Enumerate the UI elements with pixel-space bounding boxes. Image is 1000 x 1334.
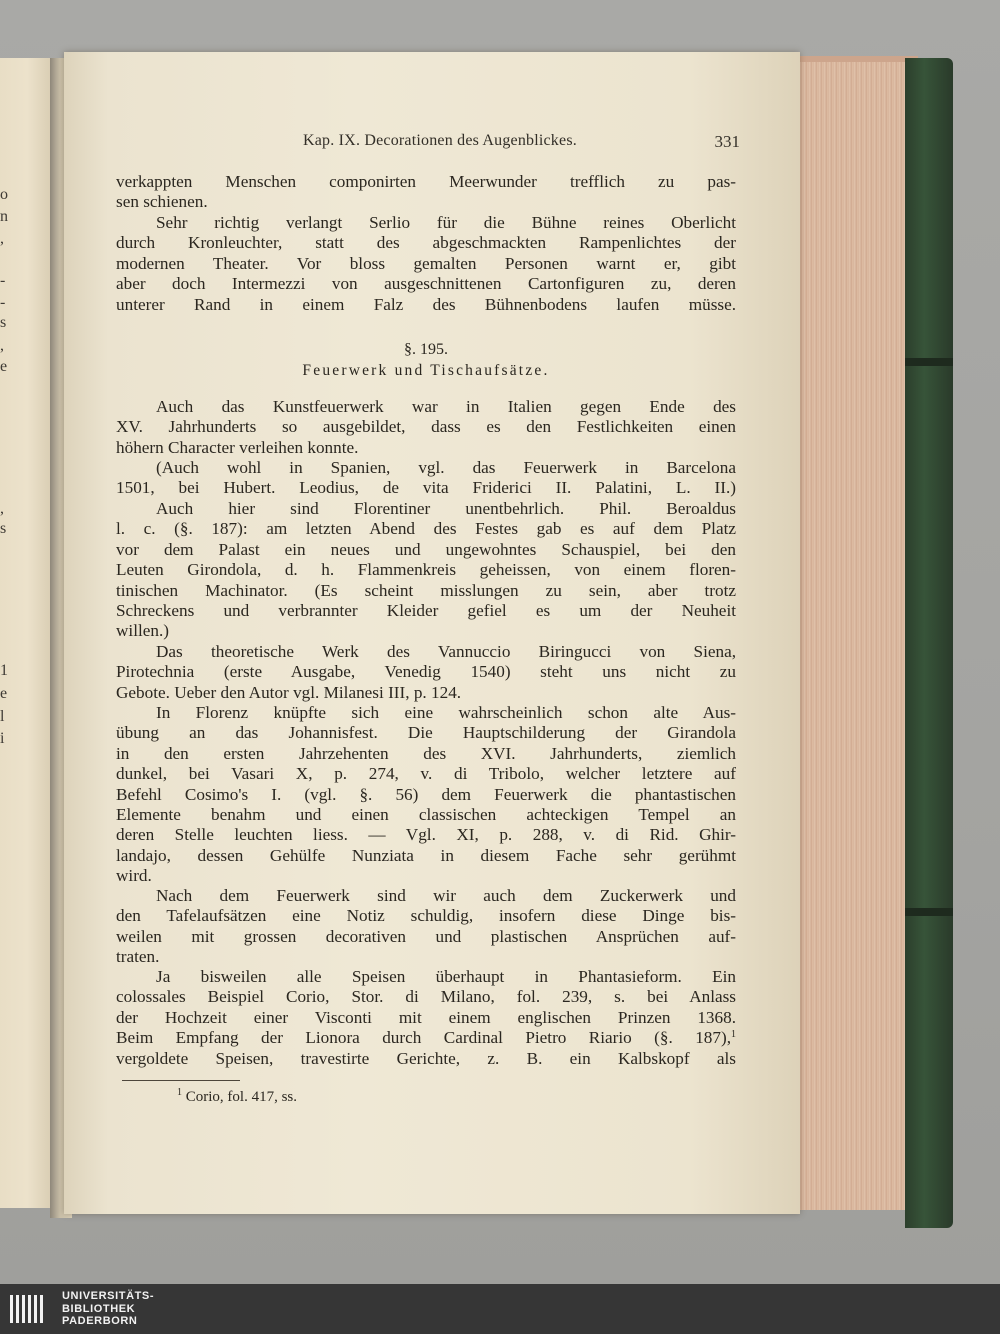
footnote-rule [122,1080,240,1081]
library-logo-icon [8,1291,48,1327]
page-number: 331 [714,132,740,151]
section-title: Feuerwerk und Tischaufsätze. [302,362,550,379]
page-edges [798,62,911,1210]
text-line: weilen mit grossen decorativen und plastischen Ansprüchen auf- [116,926,736,946]
paragraph-speisen [116,967,736,1069]
left-page-text-fragment: , [0,337,4,354]
left-page-text-fragment: - [0,272,6,289]
text-line: aber doch Intermezzi von ausgeschnittenen Cartonfiguren zu, deren [116,274,736,294]
paragraph-zuckerwerk [116,886,736,968]
text-line: Auch hier sind Florentiner unentbehrlich. Phil. Beroaldus [156,499,736,518]
left-page-text-fragment: n [0,208,8,225]
text-line: modernen Theater. Vor bloss gemalten Personen warnt er, gibt [116,253,736,273]
text-line: Schreckens und verbrannter Kleider gefiel es um der Neuheit [116,601,736,621]
paragraph-kunstfeuerwerk [116,397,736,458]
text-line: In Florenz knüpfte sich eine wahrscheinlich schon alte Aus- [156,703,736,722]
text-line: traten. [116,947,160,967]
left-page-text-fragment: , [0,230,4,247]
left-page-text-fragment: 1 [0,662,8,679]
left-page-text-fragment: , [0,500,4,517]
text-line: Das theoretische Werk des Vannuccio Biringucci von Siena, [156,642,736,661]
text-line: landajo, dessen Gehülfe Nunziata in diesem Fache sehr gerühmt [116,845,736,865]
text-line: verkappten Menschen componirten Meerwunder trefflich zu pas- [116,172,736,191]
text-line: Pirotechnia (erste Ausgabe, Venedig 1540) steht uns nicht zu [116,662,736,682]
text-line: vergoldete Speisen, travestirte Gerichte, z. B. ein Kalbskopf als [116,1048,736,1068]
text-line: Nach dem Feuerwerk sind wir auch dem Zuckerwerk und [156,886,736,905]
text-line: colossales Beispiel Corio, Stor. di Milano, fol. 239, s. bei Anlass [116,987,736,1007]
text-line: l. c. (§. 187): am letzten Abend des Festes gab es auf dem Platz [116,519,736,539]
logo-line: PADERBORN [62,1315,138,1327]
paragraph-spanien [116,458,736,499]
text-line: höhern Character verleihen konnte. [116,437,359,457]
text-line: willen.) [116,621,169,641]
left-page-text-fragment: i [0,730,5,747]
text-line: Auch das Kunstfeuerwerk war in Italien gegen Ende des [156,397,736,416]
paragraph-continuation [116,172,736,213]
paragraph-florentiner [116,499,736,642]
paragraph-serlio [116,213,736,315]
text-line: 1501, bei Hubert. Leodius, de vita Friderici II. Palatini, L. II.) [116,478,736,498]
library-logo-bar [0,1284,1000,1334]
cover-band [905,908,953,916]
text-line: tinischen Machinator. (Es scheint misslungen zu sein, aber trotz [116,580,736,600]
text-line: Sehr richtig verlangt Serlio für die Bühne reines Oberlicht [156,213,736,232]
text-line: Elemente benahm und einen classischen achteckigen Tempel an [116,805,736,825]
text-line: Gebote. Ueber den Autor vgl. Milanesi III, p. 124. [116,682,462,702]
library-logo-text [62,1290,154,1328]
text-line [116,1028,736,1048]
text-line: XV. Jahrhunderts so ausgebildet, dass es den Festlichkeiten einen [116,417,736,437]
text-line: (Auch wohl in Spanien, vgl. das Feuerwerk in Barcelona [156,458,736,477]
running-header [128,132,740,156]
footnote-marker: 1 [177,1087,182,1098]
left-page-text-fragment: e [0,685,8,702]
footnote-text: Corio, fol. 417, ss. [185,1089,298,1105]
footnote [177,1089,297,1106]
text-line: deren Stelle leuchten liess. — Vgl. XI, p. 288, v. di Rid. Ghir- [116,825,736,845]
text-line: der Hochzeit einer Visconti mit einem englischen Prinzen 1368. [116,1007,736,1027]
paragraph-florenz [116,703,736,887]
book-cover [905,58,953,1228]
left-page-text-fragment: - [0,294,6,311]
paragraph-biringucci [116,642,736,703]
footnote-reference: 1 [731,1029,736,1041]
text-line: vor dem Palast ein neues und ungewohntes Schauspiel, bei den [116,539,736,559]
text-line: Befehl Cosimo's I. (vgl. §. 56) dem Feuerwerk die phantastischen [116,784,736,804]
left-page-text-fragment: l [0,708,5,725]
text-line: übung an das Johannisfest. Die Hauptschilderung der Girandola [116,723,736,743]
text-line-content: Beim Empfang der Lionora durch Cardinal Pietro Riario (§. 187), [116,1028,731,1048]
cover-band [905,358,953,366]
section-number: §. 195. [404,341,448,358]
text-line: sen schienen. [116,192,208,212]
text-line: durch Kronleuchter, statt des abgeschmackten Rampenlichtes der [116,233,736,253]
text-line: den Tafelaufsätzen eine Notiz schuldig, insofern diese Dinge bis- [116,906,736,926]
text-line: unterer Rand in einem Falz des Bühnenbodens laufen müsse. [116,294,736,314]
left-page-text-fragment: s [0,520,7,537]
left-page-text-fragment: o [0,186,8,203]
text-line: Ja bisweilen alle Speisen überhaupt in Phantasieform. Ein [156,967,736,986]
logo-line: BIBLIOTHEK [62,1302,136,1315]
text-line: in den ersten Jahrzehenten des XVI. Jahrhunderts, ziemlich [116,743,736,763]
running-title: Kap. IX. Decorationen des Augenblickes. [303,132,577,149]
text-line: dunkel, bei Vasari X, p. 274, v. di Tribolo, welcher letztere auf [116,764,736,784]
left-page-fragment [0,58,54,1208]
text-line: Leuten Girondola, d. h. Flammenkreis geheissen, von einem floren- [116,560,736,580]
text-line: wird. [116,866,152,886]
logo-line: UNIVERSITÄTS- [62,1290,155,1302]
left-page-text-fragment: e [0,358,8,375]
left-page-text-fragment: s [0,314,7,331]
book-page [64,52,800,1214]
